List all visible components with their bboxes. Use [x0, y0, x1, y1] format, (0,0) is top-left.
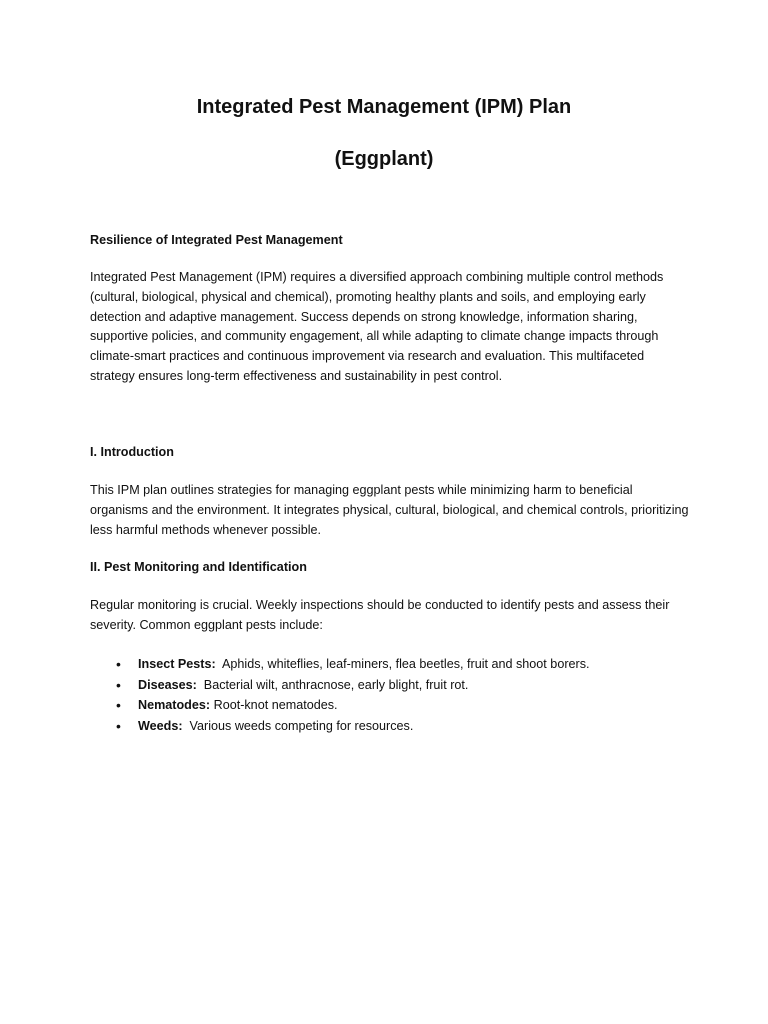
pest-category-text: Various weeds competing for resources.	[182, 718, 414, 733]
pest-category-label: Nematodes:	[138, 698, 211, 713]
bullet-icon: •	[116, 676, 121, 693]
pest-category-text: Root-knot nematodes.	[210, 698, 338, 713]
list-item	[90, 654, 690, 675]
document-title: Integrated Pest Management (IPM) Plan	[196, 96, 572, 118]
pest-category-label: Insect Pests:	[138, 657, 216, 671]
introduction-paragraph: This IPM plan outlines strategies for managing eggplant pests while minimizing harm to beneficial organisms and the environment. It integrates physical, cultural, biological, and chemical controls, prioritizing less harmful methods whenever possible.	[90, 483, 689, 537]
list-item	[90, 716, 690, 737]
pest-category-label: Diseases:	[138, 677, 197, 692]
pest-category-label: Weeds:	[138, 718, 183, 733]
document-subtitle: (Eggplant)	[334, 148, 434, 170]
pest-category-text: Bacterial wilt, anthracnose, early blight, fruit rot.	[196, 677, 469, 692]
bullet-icon: •	[116, 717, 121, 734]
resilience-paragraph: Integrated Pest Management (IPM) requires a diversified approach combining multiple control methods (cultural, biological, physical and chemical), promoting healthy plants and soils, and employing early detection and adaptive management. Success depends on strong knowledge, information sharing, supportive policies, and community engagement, all while adapting to climate change impacts through climate-smart practices and continuous improvement via research and evaluation. This multifaceted strategy ensures long-term effectiveness and sustainability in pest control.	[90, 270, 664, 383]
bullet-icon: •	[116, 656, 121, 672]
list-item	[90, 675, 690, 696]
list-item	[90, 695, 690, 716]
introduction-heading: I. Introduction	[90, 445, 174, 459]
monitoring-heading: II. Pest Monitoring and Identification	[90, 560, 307, 574]
monitoring-paragraph: Regular monitoring is crucial. Weekly inspections should be conducted to identify pests and assess their severity. Common eggplant pests include:	[90, 598, 670, 632]
pest-category-text: Aphids, whiteflies, leaf-miners, flea beetles, fruit and shoot borers.	[215, 657, 590, 671]
pest-list	[90, 654, 690, 736]
bullet-icon: •	[116, 697, 121, 714]
resilience-heading: Resilience of Integrated Pest Management	[90, 233, 343, 247]
